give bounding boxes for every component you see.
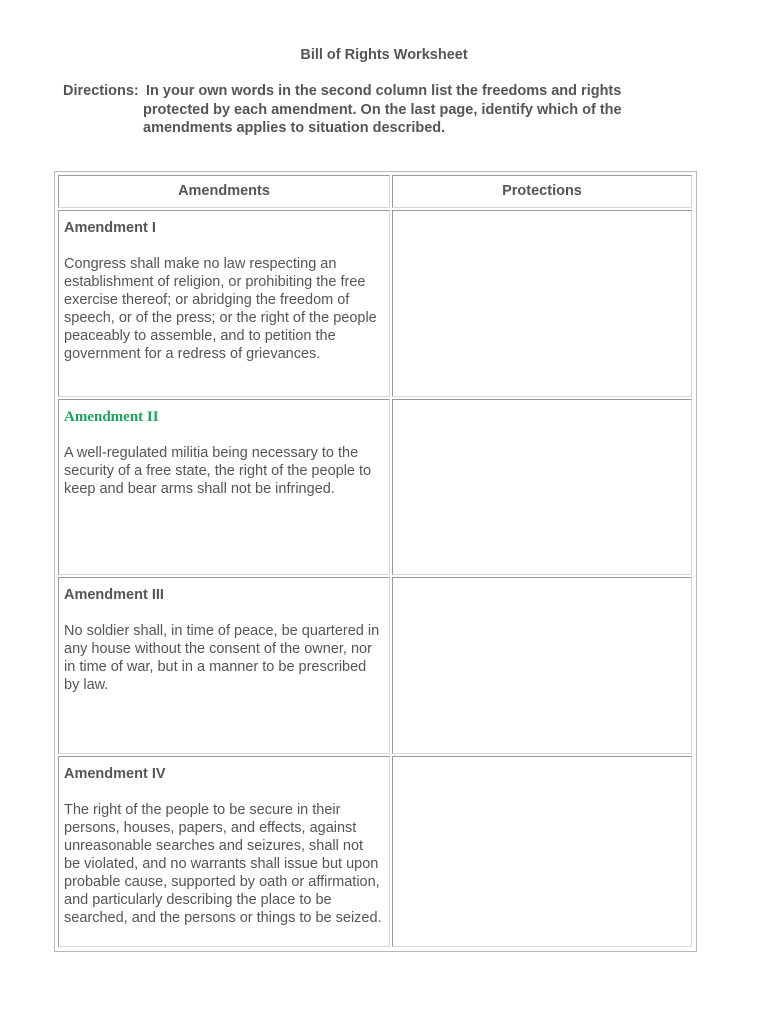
- table-row-amendment-1: [58, 210, 390, 397]
- table-row-amendment-4: [58, 756, 390, 947]
- protections-cell-amendment-2[interactable]: [392, 399, 692, 575]
- amendment-text: A well-regulated militia being necessary to the security of a free state, the right of the people to keep and bear arms shall not be infringed.: [64, 445, 372, 497]
- amendment-title: Amendment I: [64, 220, 156, 236]
- directions-text: In your own words in the second column list the freedoms and rights protected by each amendment. On the last page, identify which of the amendments applies to situation described.: [143, 83, 622, 136]
- amendments-table: [54, 171, 697, 952]
- header-protections: Protections: [392, 175, 692, 208]
- amendment-text: The right of the people to be secure in their persons, houses, papers, and effects, against unreasonable searches and seizures, shall not be violated, and no warrants shall issue but upon probable cause, supported by oath or affirmation, and particularly describing the place to be searched, and the persons or things to be seized.: [64, 802, 382, 926]
- directions: [63, 82, 663, 138]
- table-row-amendment-2: [58, 399, 390, 575]
- amendment-text: No soldier shall, in time of peace, be quartered in any house without the consent of the owner, nor in time of war, but in a manner to be prescribed by law.: [64, 623, 380, 693]
- page-title: Bill of Rights Worksheet: [300, 47, 468, 63]
- protections-cell-amendment-3[interactable]: [392, 577, 692, 754]
- protections-cell-amendment-1[interactable]: [392, 210, 692, 397]
- amendment-title: Amendment III: [64, 587, 164, 603]
- directions-label: Directions:: [63, 83, 139, 99]
- amendment-text: Congress shall make no law respecting an establishment of religion, or prohibiting the free exercise thereof; or abridging the freedom of speech, or of the press; or the right of the people peaceably to assemble, and to petition the government for a redress of grievances.: [64, 256, 377, 362]
- table-row-amendment-3: [58, 577, 390, 754]
- header-amendments: Amendments: [58, 175, 390, 208]
- amendment-title: Amendment II: [64, 409, 159, 425]
- protections-cell-amendment-4[interactable]: [392, 756, 692, 947]
- amendment-title: Amendment IV: [64, 766, 166, 782]
